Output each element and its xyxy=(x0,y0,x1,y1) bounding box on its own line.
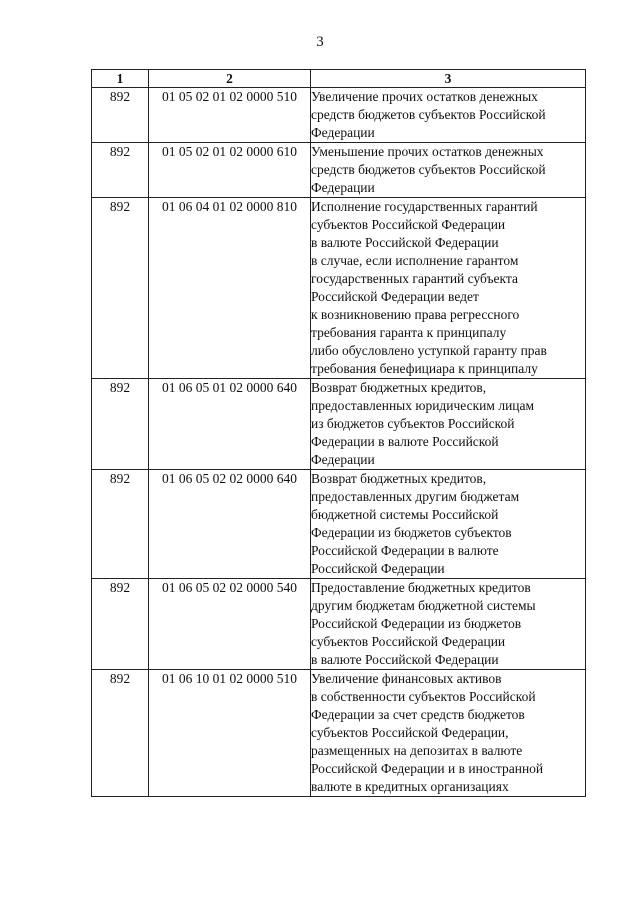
table-row xyxy=(92,379,586,470)
admin-code-cell: 892 xyxy=(92,579,149,670)
admin-code-cell: 892 xyxy=(92,670,149,797)
table-row xyxy=(92,88,586,143)
description-line: в собственности субъектов Российской xyxy=(311,689,536,704)
description-cell xyxy=(311,143,586,198)
description-line: либо обусловлено уступкой гаранту прав xyxy=(311,343,547,358)
admin-code-cell: 892 xyxy=(92,88,149,143)
table-header-row xyxy=(92,70,586,88)
description-line: предоставленных другим бюджетам xyxy=(311,489,520,504)
description-line: к возникновению права регрессного xyxy=(311,307,520,322)
budget-code-cell: 01 06 10 01 02 0000 510 xyxy=(149,670,311,797)
table-row xyxy=(92,143,586,198)
description-line: государственных гарантий субъекта xyxy=(311,271,518,286)
description-line: Российской Федерации xyxy=(311,561,445,576)
description-line: Федерации в валюте Российской xyxy=(311,434,499,449)
description-line: валюте в кредитных организациях xyxy=(311,779,509,794)
description-line: субъектов Российской Федерации, xyxy=(311,725,509,740)
description-line: Возврат бюджетных кредитов, xyxy=(311,471,487,486)
description-line: Федерации xyxy=(311,125,375,140)
description-line: Увеличение финансовых активов xyxy=(311,671,502,686)
description-line: Исполнение государственных гарантий xyxy=(311,199,538,214)
budget-codes-table xyxy=(91,69,586,797)
table-body xyxy=(92,88,586,797)
description-line: предоставленных юридическим лицам xyxy=(311,398,535,413)
column-header-1: 1 xyxy=(92,70,149,88)
description-line: в валюте Российской Федерации xyxy=(311,235,499,250)
description-line: другим бюджетам бюджетной системы xyxy=(311,598,536,613)
description-line: Возврат бюджетных кредитов, xyxy=(311,380,487,395)
description-line: Федерации xyxy=(311,180,375,195)
description-cell xyxy=(311,88,586,143)
budget-code-cell: 01 06 04 01 02 0000 810 xyxy=(149,198,311,379)
column-header-3: 3 xyxy=(311,70,586,88)
description-line: Федерации xyxy=(311,452,375,467)
description-line: требования бенефициара к принципалу xyxy=(311,361,538,376)
budget-code-cell: 01 05 02 01 02 0000 610 xyxy=(149,143,311,198)
description-line: Российской Федерации в валюте xyxy=(311,543,499,558)
description-cell xyxy=(311,198,586,379)
description-line: в валюте Российской Федерации xyxy=(311,652,499,667)
table-row xyxy=(92,198,586,379)
description-cell xyxy=(311,379,586,470)
description-line: средств бюджетов субъектов Российской xyxy=(311,107,546,122)
description-line: из бюджетов субъектов Российской xyxy=(311,416,515,431)
column-header-2: 2 xyxy=(149,70,311,88)
budget-code-cell: 01 06 05 02 02 0000 640 xyxy=(149,470,311,579)
table-row xyxy=(92,670,586,797)
description-line: бюджетной системы Российской xyxy=(311,507,499,522)
table-row xyxy=(92,470,586,579)
description-line: субъектов Российской Федерации xyxy=(311,634,506,649)
description-line: субъектов Российской Федерации xyxy=(311,217,506,232)
description-line: Предоставление бюджетных кредитов xyxy=(311,580,531,595)
description-line: Российской Федерации и в иностранной xyxy=(311,761,544,776)
admin-code-cell: 892 xyxy=(92,379,149,470)
description-line: Уменьшение прочих остатков денежных xyxy=(311,144,544,159)
description-cell xyxy=(311,670,586,797)
description-line: Российской Федерации ведет xyxy=(311,289,479,304)
admin-code-cell: 892 xyxy=(92,198,149,379)
admin-code-cell: 892 xyxy=(92,143,149,198)
table-row xyxy=(92,579,586,670)
description-line: размещенных на депозитах в валюте xyxy=(311,743,523,758)
budget-code-cell: 01 06 05 01 02 0000 640 xyxy=(149,379,311,470)
description-line: Российской Федерации из бюджетов xyxy=(311,616,522,631)
description-line: в случае, если исполнение гарантом xyxy=(311,253,519,268)
description-line: средств бюджетов субъектов Российской xyxy=(311,162,546,177)
description-cell xyxy=(311,470,586,579)
description-line: Увеличение прочих остатков денежных xyxy=(311,89,538,104)
page-number: 3 xyxy=(316,34,324,50)
admin-code-cell: 892 xyxy=(92,470,149,579)
budget-code-cell: 01 05 02 01 02 0000 510 xyxy=(149,88,311,143)
description-line: Федерации из бюджетов субъектов xyxy=(311,525,512,540)
description-line: Федерации за счет средств бюджетов xyxy=(311,707,525,722)
description-cell xyxy=(311,579,586,670)
budget-code-cell: 01 06 05 02 02 0000 540 xyxy=(149,579,311,670)
description-line: требования гаранта к принципалу xyxy=(311,325,507,340)
